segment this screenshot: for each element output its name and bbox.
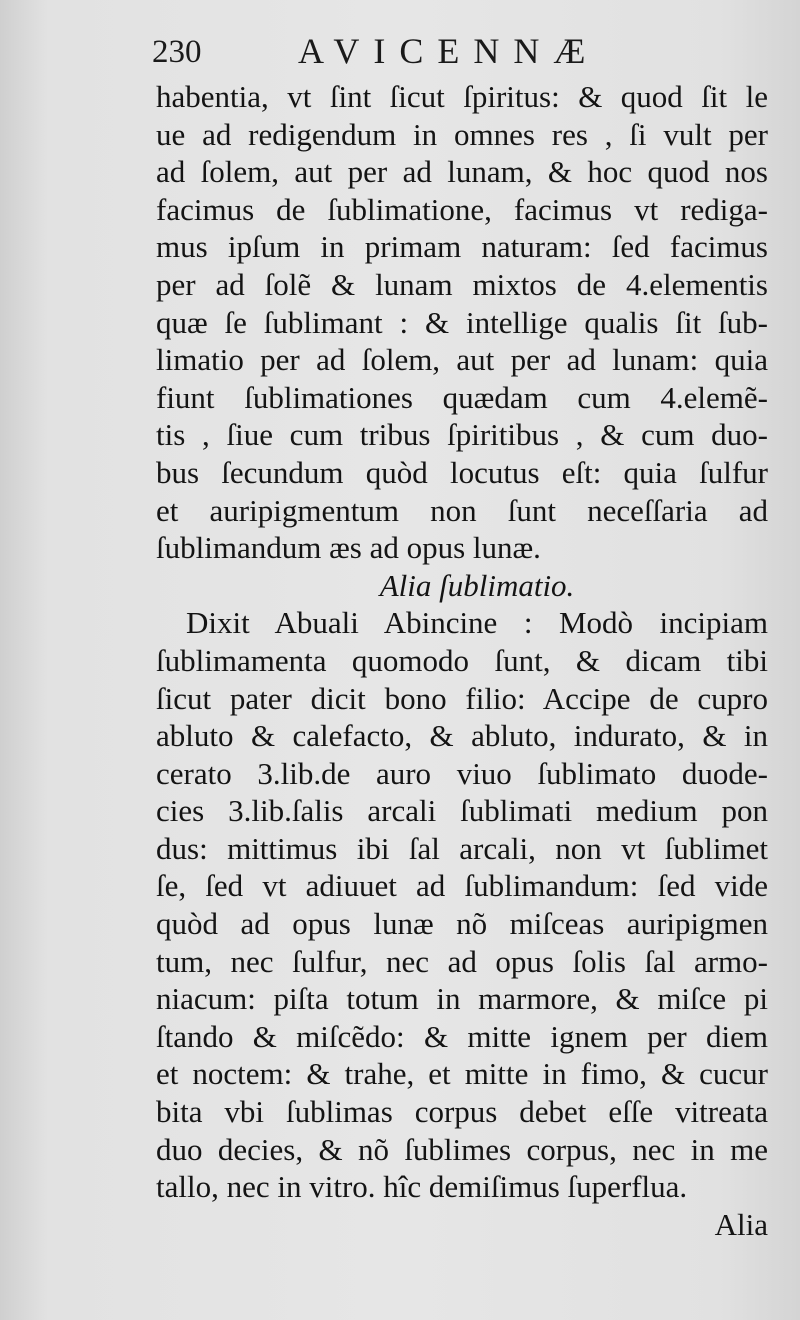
- text-line: tis , ſiue cum tribus ſpiritibus , & cum duo-: [156, 417, 768, 453]
- text-line: ſublimamenta quomodo ſunt, & dicam tibi: [156, 642, 768, 678]
- page-number: 230: [152, 34, 202, 70]
- text-line: bita vbi ſublimas corpus debet eſſe vitreata: [156, 1094, 768, 1130]
- text-line: niacum: piſta totum in marmore, & miſce pi: [156, 981, 768, 1017]
- text-line: abluto & calefacto, & abluto, indurato, & in: [156, 718, 768, 754]
- running-head: AVICENNÆ: [298, 31, 600, 71]
- text-line: et noctem: & trahe, et mitte in fimo, & cucur: [156, 1056, 768, 1092]
- text-line: per ad ſolẽ & lunam mixtos de 4.elementis: [156, 266, 768, 302]
- text-line: ſublimandum æs ad opus lunæ.: [156, 530, 541, 566]
- text-line: ad ſolem, aut per ad lunam, & hoc quod nos: [156, 154, 768, 190]
- text-line: habentia, vt ſint ſicut ſpiritus: & quod ſit le: [156, 79, 768, 114]
- text-line: ue ad redigendum in omnes res , ſi vult per: [156, 116, 768, 152]
- text-line: duo decies, & nõ ſublimes corpus, nec in me: [156, 1131, 768, 1167]
- text-line: ſtando & miſcẽdo: & mitte ignem per diem: [156, 1018, 768, 1054]
- text-line: quæ ſe ſublimant : & intellige qualis ſit ſub-: [156, 304, 768, 340]
- text-line: ſe, ſed vt adiuuet ad ſublimandum: ſed vide: [156, 868, 768, 904]
- paragraph-1: [156, 78, 768, 567]
- text-line: cerato 3.lib.de auro viuo ſublimato duode-: [156, 755, 768, 791]
- text-line: ſicut pater dicit bono filio: Accipe de cupro: [156, 680, 768, 716]
- text-line: fiunt ſublimationes quædam cum 4.elemẽ-: [156, 379, 768, 415]
- text-line: limatio per ad ſolem, aut per ad lunam: quia: [156, 342, 768, 378]
- text-line: facimus de ſublimatione, facimus vt rediga-: [156, 191, 768, 227]
- text-line: quòd ad opus lunæ nõ miſceas auripigmen: [156, 906, 768, 942]
- text-block: [156, 78, 768, 1243]
- text-line: tum, nec ſulfur, nec ad opus ſolis ſal armo-: [156, 943, 768, 979]
- page-header: [152, 30, 752, 80]
- text-line: Dixit Abuali Abincine : Modò incipiam: [186, 605, 768, 641]
- text-line: cies 3.lib.ſalis arcali ſublimati medium pon: [156, 793, 768, 829]
- text-line: dus: mittimus ibi ſal arcali, non vt ſublimet: [156, 830, 768, 866]
- text-line: mus ipſum in primam naturam: ſed facimus: [156, 229, 768, 265]
- paragraph-2: [156, 604, 768, 1206]
- section-subheading: Alia ſublimatio.: [379, 567, 575, 603]
- text-line: bus ſecundum quòd locutus eſt: quia ſulfur: [156, 454, 768, 490]
- text-line: et auripigmentum non ſunt neceſſaria ad: [156, 492, 768, 528]
- text-line: tallo, nec in vitro. hîc demiſimus ſuperflua.: [156, 1169, 688, 1205]
- catchword: Alia: [714, 1206, 768, 1242]
